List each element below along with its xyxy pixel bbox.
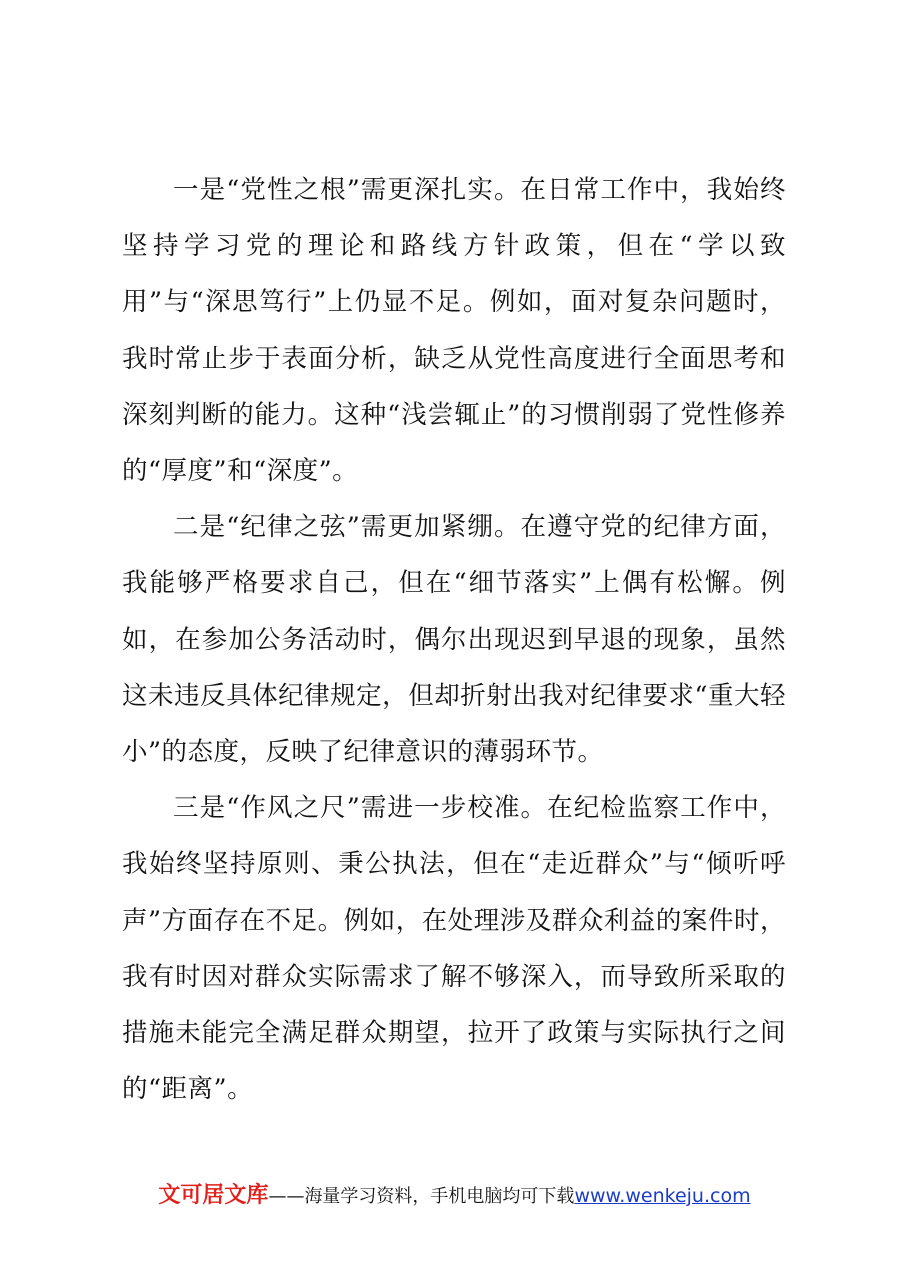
paragraph-party-spirit: 一是“党性之根”需更深扎实。在日常工作中，我始终坚持学习党的理论和路线方针政策，但在“学以致用”与“深思笃行”上仍显不足。例如，面对复杂问题时，我时常止步于表面分析，缺乏从党性高度进行全面思考和深刻判断的能力。这种“浅尝辄止”的习惯削弱了党性修养的“厚度”和“深度”。	[122, 175, 786, 487]
footer-website-link[interactable]: www.wenkeju.com	[574, 1185, 751, 1207]
document-body	[122, 162, 786, 1117]
paragraph-work-style: 三是“作风之尺”需进一步校准。在纪检监察工作中，我始终坚持原则、秉公执法，但在“走近群众”与“倾听呼声”方面存在不足。例如，在处理涉及群众利益的案件时，我有时因对群众实际需求了解不够深入，而导致所采取的措施未能完全满足群众期望，拉开了政策与实际执行之间的“距离”。	[122, 793, 786, 1105]
footer-tagline: ——海量学习资料，手机电脑均可下载	[268, 1186, 575, 1207]
paragraph-discipline: 二是“纪律之弦”需更加紧绷。在遵守党的纪律方面，我能够严格要求自己，但在“细节落实”上偶有松懈。例如，在参加公务活动时，偶尔出现迟到早退的现象，虽然这未违反具体纪律规定，但却折射出我对纪律要求“重大轻小”的态度，反映了纪律意识的薄弱环节。	[122, 512, 786, 768]
footer-banner	[0, 1180, 909, 1213]
footer-brand: 文可居文库	[158, 1183, 269, 1208]
